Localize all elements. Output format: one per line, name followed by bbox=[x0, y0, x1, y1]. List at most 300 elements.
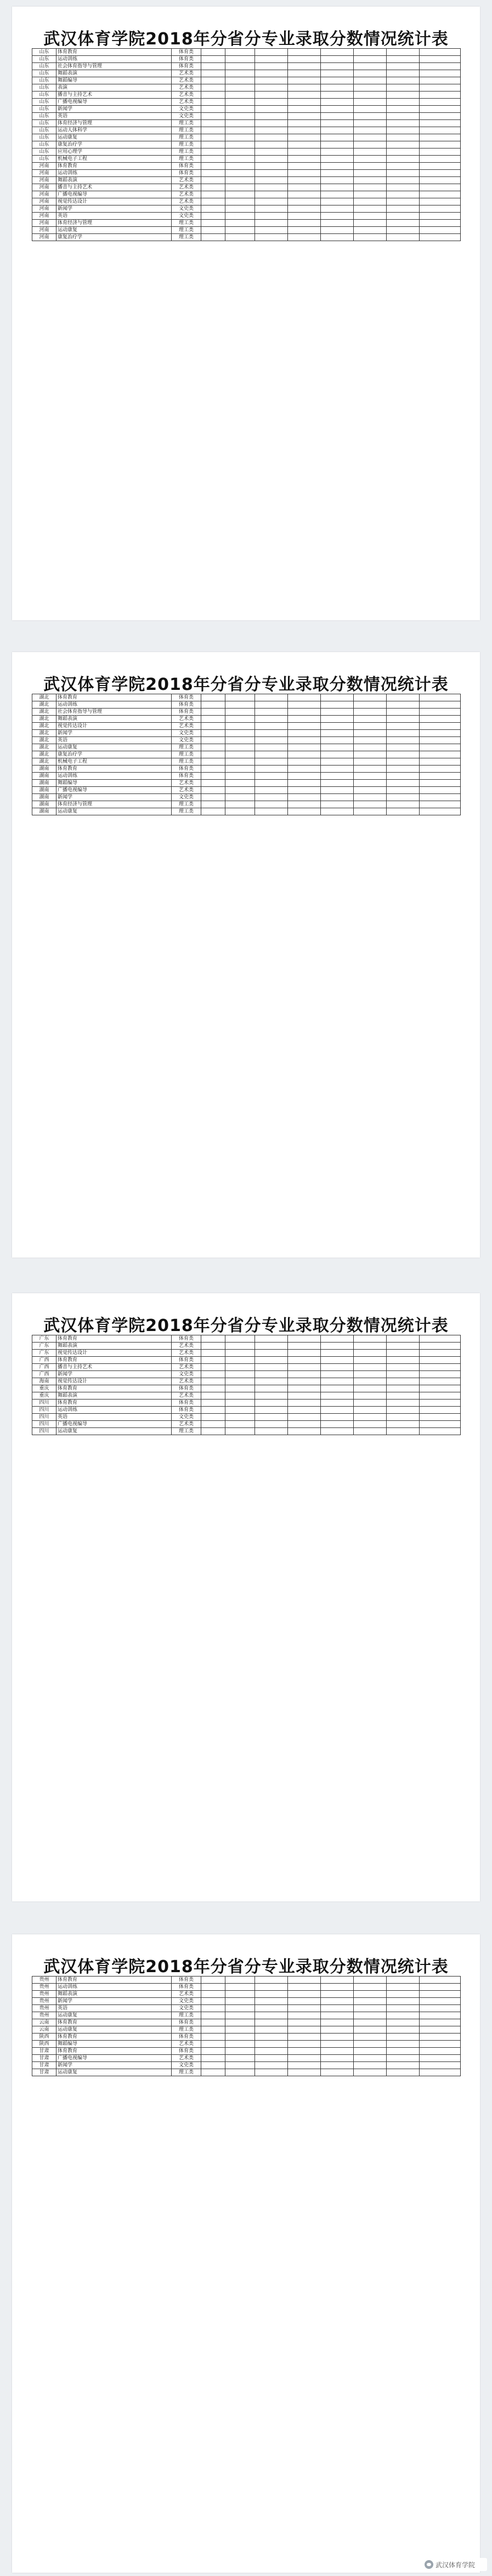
table-cell bbox=[201, 70, 225, 77]
table-cell bbox=[420, 1392, 461, 1400]
table-cell bbox=[321, 1364, 354, 1371]
table-cell: 体育类 bbox=[172, 56, 201, 63]
table-cell: 康复治疗学 bbox=[56, 234, 172, 241]
table-cell bbox=[255, 70, 288, 77]
table-cell: 体育类 bbox=[172, 701, 201, 709]
table-cell: 河南 bbox=[32, 191, 56, 198]
table-cell: 体育类 bbox=[172, 1385, 201, 1392]
table-cell bbox=[321, 1378, 354, 1385]
table-row bbox=[32, 787, 461, 794]
table-cell bbox=[420, 744, 461, 751]
table-cell: 体育类 bbox=[172, 766, 201, 773]
table-cell bbox=[420, 1385, 461, 1392]
table-cell bbox=[288, 1984, 321, 1991]
table-cell bbox=[201, 134, 225, 141]
table-cell bbox=[387, 163, 420, 170]
table-cell bbox=[387, 220, 420, 227]
table-cell bbox=[225, 205, 255, 213]
table-cell bbox=[255, 787, 288, 794]
table-cell: 河南 bbox=[32, 220, 56, 227]
table-cell bbox=[288, 191, 321, 198]
table-cell bbox=[321, 1414, 354, 1421]
table-cell bbox=[387, 148, 420, 156]
table-cell bbox=[201, 141, 225, 148]
table-cell: 陕西 bbox=[32, 2034, 56, 2041]
table-cell bbox=[420, 234, 461, 241]
table-cell: 理工类 bbox=[172, 234, 201, 241]
table-cell bbox=[420, 2034, 461, 2041]
table-cell bbox=[225, 1407, 255, 1414]
table-row bbox=[32, 1343, 461, 1350]
table-cell bbox=[354, 766, 387, 773]
table-cell bbox=[387, 780, 420, 787]
table-cell bbox=[255, 1385, 288, 1392]
table-cell: 云南 bbox=[32, 2019, 56, 2026]
table-cell: 贵州 bbox=[32, 1998, 56, 2005]
table-cell: 广播电视编导 bbox=[56, 191, 172, 198]
table-cell bbox=[387, 1998, 420, 2005]
table-cell bbox=[288, 177, 321, 184]
table-cell: 社会体育指导与管理 bbox=[56, 63, 172, 70]
table-cell bbox=[354, 113, 387, 120]
table-cell: 文史类 bbox=[172, 794, 201, 801]
table-cell bbox=[288, 744, 321, 751]
table-cell bbox=[387, 120, 420, 127]
table-row bbox=[32, 730, 461, 737]
table-cell: 文史类 bbox=[172, 2005, 201, 2012]
table-cell bbox=[420, 780, 461, 787]
table-cell bbox=[201, 1428, 225, 1435]
table-cell bbox=[387, 787, 420, 794]
table-cell: 艺术类 bbox=[172, 77, 201, 84]
table-cell bbox=[420, 1364, 461, 1371]
table-row bbox=[32, 205, 461, 213]
table-cell bbox=[225, 766, 255, 773]
table-cell bbox=[225, 92, 255, 99]
table-cell bbox=[321, 2034, 354, 2041]
table-cell: 体育教育 bbox=[56, 1385, 172, 1392]
table-cell bbox=[201, 1335, 225, 1343]
table-cell: 体育教育 bbox=[56, 2019, 172, 2026]
table-cell bbox=[420, 156, 461, 163]
table-cell bbox=[201, 780, 225, 787]
table-cell bbox=[288, 1350, 321, 1357]
table-cell: 表演 bbox=[56, 84, 172, 92]
table-cell: 视觉传达设计 bbox=[56, 1350, 172, 1357]
table-cell: 视觉传达设计 bbox=[56, 198, 172, 205]
table-cell bbox=[387, 709, 420, 716]
table-cell bbox=[288, 163, 321, 170]
table-cell bbox=[354, 184, 387, 191]
table-cell bbox=[387, 766, 420, 773]
table-cell bbox=[354, 737, 387, 744]
table-cell bbox=[225, 737, 255, 744]
table-cell bbox=[288, 1428, 321, 1435]
table-cell: 体育教育 bbox=[56, 1400, 172, 1407]
table-cell bbox=[225, 49, 255, 56]
table-cell: 艺术类 bbox=[172, 1392, 201, 1400]
table-cell bbox=[354, 773, 387, 780]
table-cell bbox=[387, 1371, 420, 1378]
table-cell bbox=[321, 1350, 354, 1357]
table-cell bbox=[387, 141, 420, 148]
table-cell bbox=[288, 2005, 321, 2012]
table-cell bbox=[201, 1343, 225, 1350]
table-cell bbox=[387, 2062, 420, 2069]
table-cell bbox=[201, 1421, 225, 1428]
table-cell bbox=[225, 1991, 255, 1998]
table-cell: 四川 bbox=[32, 1421, 56, 1428]
table-cell bbox=[225, 220, 255, 227]
table-cell: 甘肃 bbox=[32, 2055, 56, 2062]
table-cell: 体育类 bbox=[172, 1335, 201, 1343]
table-cell bbox=[255, 63, 288, 70]
table-cell bbox=[387, 170, 420, 177]
table-cell bbox=[354, 751, 387, 758]
table-row bbox=[32, 2034, 461, 2041]
table-cell: 新闻学 bbox=[56, 1371, 172, 1378]
table-row bbox=[32, 1414, 461, 1421]
table-cell bbox=[255, 134, 288, 141]
table-cell bbox=[420, 148, 461, 156]
table-cell bbox=[354, 1357, 387, 1364]
table-cell bbox=[420, 227, 461, 234]
table-row bbox=[32, 801, 461, 808]
table-cell: 舞蹈表演 bbox=[56, 177, 172, 184]
table-cell: 湖南 bbox=[32, 773, 56, 780]
table-cell bbox=[420, 84, 461, 92]
table-cell: 山东 bbox=[32, 63, 56, 70]
table-cell bbox=[255, 766, 288, 773]
table-cell bbox=[321, 723, 354, 730]
table-cell bbox=[288, 716, 321, 723]
table-cell bbox=[255, 191, 288, 198]
table-cell bbox=[387, 1364, 420, 1371]
table-cell bbox=[387, 1407, 420, 1414]
table-cell bbox=[225, 156, 255, 163]
table-cell: 湖南 bbox=[32, 780, 56, 787]
table-cell: 山东 bbox=[32, 113, 56, 120]
table-cell bbox=[354, 2062, 387, 2069]
table-cell bbox=[354, 1378, 387, 1385]
table-cell bbox=[321, 56, 354, 63]
table-cell bbox=[255, 170, 288, 177]
table-cell bbox=[225, 1428, 255, 1435]
table-cell bbox=[255, 701, 288, 709]
table-cell bbox=[225, 1392, 255, 1400]
table-cell bbox=[255, 808, 288, 815]
table-cell bbox=[201, 1998, 225, 2005]
table-cell bbox=[255, 2034, 288, 2041]
watermark-text: 武汉体育学院 bbox=[436, 2561, 476, 2569]
table-cell bbox=[354, 2041, 387, 2048]
table-cell: 河南 bbox=[32, 163, 56, 170]
table-cell bbox=[225, 1998, 255, 2005]
table-cell: 贵州 bbox=[32, 1991, 56, 1998]
table-cell bbox=[225, 77, 255, 84]
table-cell bbox=[288, 758, 321, 766]
table-cell bbox=[201, 2055, 225, 2062]
table-cell: 广东 bbox=[32, 1343, 56, 1350]
table-cell bbox=[387, 1335, 420, 1343]
table-cell: 重庆 bbox=[32, 1385, 56, 1392]
table-cell bbox=[225, 1350, 255, 1357]
table-cell bbox=[255, 141, 288, 148]
table-cell bbox=[201, 63, 225, 70]
table-cell bbox=[420, 773, 461, 780]
table-cell bbox=[288, 213, 321, 220]
table-cell bbox=[201, 1392, 225, 1400]
table-cell bbox=[420, 191, 461, 198]
table-cell: 视觉传达设计 bbox=[56, 1378, 172, 1385]
table-cell bbox=[354, 92, 387, 99]
table-cell bbox=[255, 1407, 288, 1414]
table-cell bbox=[354, 1364, 387, 1371]
table-cell: 艺术类 bbox=[172, 184, 201, 191]
table-cell bbox=[288, 1364, 321, 1371]
table-cell bbox=[321, 49, 354, 56]
table-cell: 新闻学 bbox=[56, 2062, 172, 2069]
table-cell bbox=[201, 787, 225, 794]
table-cell bbox=[321, 2069, 354, 2076]
table-cell bbox=[225, 1385, 255, 1392]
table-cell bbox=[255, 1400, 288, 1407]
score-table bbox=[32, 694, 461, 815]
table-cell bbox=[288, 1421, 321, 1428]
table-row bbox=[32, 1977, 461, 1984]
table-cell bbox=[288, 1998, 321, 2005]
table-cell bbox=[354, 709, 387, 716]
table-cell: 湖北 bbox=[32, 758, 56, 766]
table-cell bbox=[288, 2026, 321, 2034]
table-cell: 艺术类 bbox=[172, 198, 201, 205]
table-cell bbox=[354, 177, 387, 184]
table-cell bbox=[387, 2012, 420, 2019]
wechat-watermark bbox=[422, 2558, 487, 2571]
table-cell bbox=[288, 99, 321, 106]
sheet-title: 武汉体育学院2018年分省分专业录取分数情况统计表 bbox=[43, 1957, 449, 1977]
score-table bbox=[32, 1335, 461, 1435]
table-cell: 运动训练 bbox=[56, 56, 172, 63]
table-cell bbox=[321, 2041, 354, 2048]
table-cell bbox=[225, 709, 255, 716]
table-row bbox=[32, 227, 461, 234]
table-cell bbox=[255, 227, 288, 234]
table-cell bbox=[387, 1385, 420, 1392]
table-cell bbox=[387, 1977, 420, 1984]
table-cell bbox=[321, 134, 354, 141]
sheet-title: 武汉体育学院2018年分省分专业录取分数情况统计表 bbox=[43, 1316, 449, 1335]
table-cell bbox=[354, 127, 387, 134]
table-cell bbox=[420, 758, 461, 766]
table-cell bbox=[321, 141, 354, 148]
table-cell: 体育类 bbox=[172, 2019, 201, 2026]
table-cell bbox=[288, 134, 321, 141]
table-cell: 湖北 bbox=[32, 694, 56, 701]
table-cell bbox=[255, 1428, 288, 1435]
table-cell bbox=[288, 751, 321, 758]
table-row bbox=[32, 77, 461, 84]
table-row bbox=[32, 1392, 461, 1400]
table-cell bbox=[288, 77, 321, 84]
table-cell: 艺术类 bbox=[172, 191, 201, 198]
table-cell bbox=[387, 156, 420, 163]
table-cell bbox=[201, 227, 225, 234]
table-cell: 湖北 bbox=[32, 723, 56, 730]
table-cell bbox=[321, 773, 354, 780]
table-cell bbox=[354, 49, 387, 56]
table-cell bbox=[201, 2048, 225, 2055]
table-cell bbox=[420, 1984, 461, 1991]
table-cell bbox=[354, 758, 387, 766]
table-cell: 体育类 bbox=[172, 1977, 201, 1984]
table-cell bbox=[201, 1977, 225, 1984]
table-cell bbox=[288, 1991, 321, 1998]
table-cell bbox=[420, 1350, 461, 1357]
table-cell bbox=[255, 1392, 288, 1400]
table-cell bbox=[387, 2026, 420, 2034]
table-cell bbox=[255, 2048, 288, 2055]
table-cell bbox=[387, 2005, 420, 2012]
table-cell: 文史类 bbox=[172, 1998, 201, 2005]
table-cell bbox=[354, 730, 387, 737]
table-cell: 湖南 bbox=[32, 794, 56, 801]
table-cell bbox=[387, 1400, 420, 1407]
table-cell bbox=[420, 184, 461, 191]
table-row bbox=[32, 1378, 461, 1385]
table-cell bbox=[225, 70, 255, 77]
table-cell: 体育类 bbox=[172, 1984, 201, 1991]
table-row bbox=[32, 234, 461, 241]
table-cell: 体育类 bbox=[172, 773, 201, 780]
table-cell bbox=[321, 170, 354, 177]
table-row bbox=[32, 1350, 461, 1357]
table-row bbox=[32, 1371, 461, 1378]
table-cell bbox=[225, 106, 255, 113]
table-cell bbox=[288, 2055, 321, 2062]
table-cell bbox=[201, 737, 225, 744]
table-cell bbox=[201, 1371, 225, 1378]
score-sheet-1 bbox=[12, 7, 480, 620]
table-cell bbox=[225, 234, 255, 241]
table-cell bbox=[321, 63, 354, 70]
table-cell bbox=[354, 1350, 387, 1357]
table-cell bbox=[201, 730, 225, 737]
table-cell: 理工类 bbox=[172, 127, 201, 134]
table-cell bbox=[354, 2055, 387, 2062]
table-cell: 文史类 bbox=[172, 1371, 201, 1378]
table-cell bbox=[225, 120, 255, 127]
table-cell bbox=[201, 1984, 225, 1991]
table-cell bbox=[255, 205, 288, 213]
table-cell bbox=[321, 758, 354, 766]
table-cell bbox=[288, 801, 321, 808]
table-cell bbox=[288, 148, 321, 156]
table-cell bbox=[288, 1977, 321, 1984]
table-cell: 体育类 bbox=[172, 2034, 201, 2041]
table-row bbox=[32, 56, 461, 63]
table-cell bbox=[354, 77, 387, 84]
table-cell bbox=[225, 227, 255, 234]
table-cell bbox=[225, 787, 255, 794]
table-cell bbox=[321, 2055, 354, 2062]
table-cell bbox=[354, 1998, 387, 2005]
table-cell: 山东 bbox=[32, 156, 56, 163]
table-cell bbox=[420, 787, 461, 794]
table-row bbox=[32, 184, 461, 191]
table-cell bbox=[255, 773, 288, 780]
table-cell: 体育教育 bbox=[56, 2048, 172, 2055]
table-cell bbox=[387, 49, 420, 56]
table-cell: 文史类 bbox=[172, 730, 201, 737]
table-cell bbox=[225, 701, 255, 709]
table-cell bbox=[201, 1364, 225, 1371]
table-row bbox=[32, 723, 461, 730]
table-row bbox=[32, 49, 461, 56]
table-cell bbox=[321, 801, 354, 808]
table-row bbox=[32, 2069, 461, 2076]
table-cell bbox=[420, 1335, 461, 1343]
table-cell bbox=[201, 773, 225, 780]
table-cell bbox=[288, 198, 321, 205]
table-cell bbox=[354, 1335, 387, 1343]
table-cell bbox=[420, 730, 461, 737]
table-cell bbox=[225, 2012, 255, 2019]
table-cell bbox=[255, 1357, 288, 1364]
table-cell: 运动康复 bbox=[56, 134, 172, 141]
table-cell: 理工类 bbox=[172, 220, 201, 227]
table-cell: 河南 bbox=[32, 205, 56, 213]
table-cell bbox=[255, 56, 288, 63]
table-cell: 运动训练 bbox=[56, 1984, 172, 1991]
table-cell bbox=[225, 2026, 255, 2034]
table-cell bbox=[201, 49, 225, 56]
table-cell bbox=[288, 780, 321, 787]
table-cell bbox=[354, 156, 387, 163]
table-cell bbox=[354, 744, 387, 751]
table-cell: 英语 bbox=[56, 2005, 172, 2012]
table-cell bbox=[354, 787, 387, 794]
table-cell: 运动康复 bbox=[56, 744, 172, 751]
table-cell bbox=[255, 234, 288, 241]
table-cell: 运动训练 bbox=[56, 773, 172, 780]
table-cell bbox=[420, 92, 461, 99]
table-cell: 理工类 bbox=[172, 801, 201, 808]
table-cell bbox=[225, 1977, 255, 1984]
table-row bbox=[32, 134, 461, 141]
table-cell bbox=[255, 84, 288, 92]
table-cell: 文史类 bbox=[172, 106, 201, 113]
table-cell bbox=[201, 2012, 225, 2019]
table-cell bbox=[354, 701, 387, 709]
table-cell bbox=[288, 234, 321, 241]
score-sheet-4 bbox=[12, 1934, 480, 2573]
table-cell bbox=[201, 794, 225, 801]
table-cell bbox=[288, 49, 321, 56]
table-cell: 艺术类 bbox=[172, 1364, 201, 1371]
table-cell bbox=[288, 723, 321, 730]
table-cell bbox=[201, 1357, 225, 1364]
table-cell: 康复治疗学 bbox=[56, 751, 172, 758]
table-cell bbox=[387, 2019, 420, 2026]
table-cell: 河南 bbox=[32, 227, 56, 234]
table-cell bbox=[255, 2041, 288, 2048]
table-cell bbox=[255, 220, 288, 227]
table-cell bbox=[354, 2005, 387, 2012]
table-cell: 文史类 bbox=[172, 213, 201, 220]
table-cell: 体育类 bbox=[172, 49, 201, 56]
table-cell bbox=[201, 106, 225, 113]
